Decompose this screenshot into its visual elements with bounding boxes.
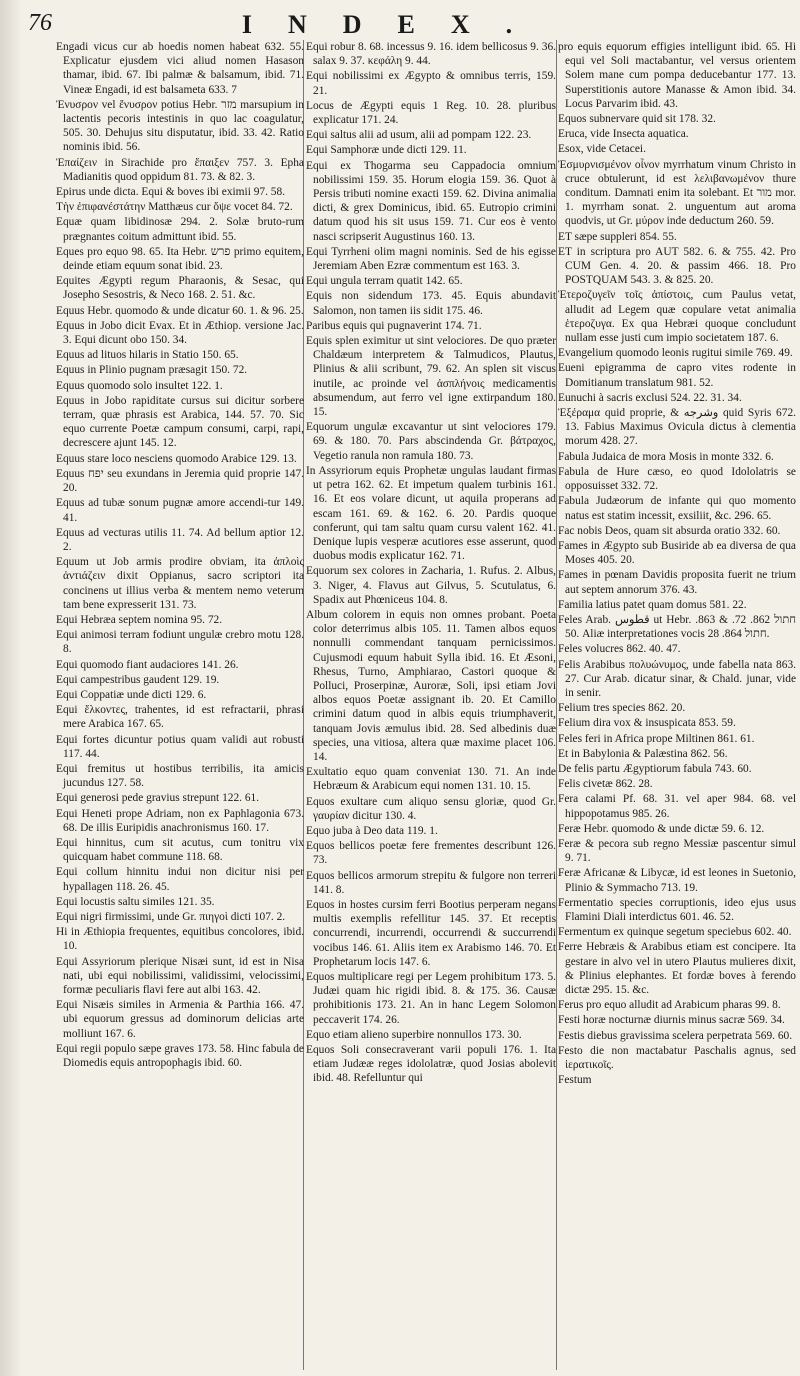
index-entry: Equi Nisæis similes in Armenia & Parthia 166. 47. ubi equorum gressus ad dominorum delicias arte molliunt 167. 6.: [56, 999, 304, 1040]
index-entry: In Assyriorum equis Prophetæ ungulas laudant firmas ut petra 162. 62. Et impetum qualem turbinis 161. 16. Et eos volare dicunt, ut aquila properans ad escam 161. 69. & 162. 6. 20. Pardis quoque conferunt, qui tam saltu quam cursu valent 162. 41. Denique lupis vesperæ acutiores esse asserunt, quod duobus modis explicatur 162. 71.: [306, 464, 556, 563]
column-divider: [556, 40, 557, 1370]
index-entry: Fabula Judæorum de infante qui quo momento natus est statim incessit, exsiliit, &c. 296. 65.: [558, 495, 796, 522]
index-entry: Equos bellicos armorum strepitu & fulgore non terreri 141. 8.: [306, 869, 556, 896]
page-number: 76: [28, 10, 52, 36]
index-entry: Ἐσμυρνισμένον οἶνον myrrhatum vinum Christo in cruce obtulerunt, id est λελιβανωμένον thure conditum. Damnati enim ita solebant. Et מור mor. 1. myrrham sonat. 2. unguentum aut aroma quodvis, ut Gr. μύρον inde deductum 260. 59.: [558, 158, 796, 228]
index-entry: Equus in Plinio pugnam præsagit 150. 72.: [56, 364, 248, 377]
index-entry: Feles volucres 862. 40. 47.: [558, 643, 681, 656]
index-entry: Equi collum hinnitu indui non dicitur nisi per hypallagen 118. 26. 45.: [56, 866, 304, 893]
index-entry: Fabula de Hure cæso, eo quod Idololatris se opposuisset 332. 72.: [558, 465, 796, 493]
index-entry: Feræ Hebr. quomodo & unde dictæ 59. 6. 12.: [558, 822, 765, 835]
index-entry: Equi regii populo sæpe graves 173. 58. Hinc fabula de Diomedis equis antropophagis ibid. 60.: [56, 1042, 304, 1070]
index-entry: Epirus unde dicta. Equi & boves ibi eximii 97. 58.: [56, 186, 286, 199]
index-entry: Equi hinnitus, cum sit acutus, cum tonitru vix quicquam habet commune 118. 68.: [56, 836, 304, 864]
index-entry: pro equis equorum effigies intelligunt ibid. 65. Hi equi vel Soli mactabantur, vel versus orientem Solem mane cum pompa deducebantur 177. 13. Superstitionis autore Manasse & Amon ibid. 34. Locus Parvarim ibid. 43.: [558, 41, 796, 110]
index-entry: Equi Tyrrheni olim magni nominis. Sed de his egisse Jeremiam Aben Ezræ commentum est 163. 3.: [306, 245, 556, 273]
index-entry: Equo juba à Deo data 119. 1.: [306, 824, 438, 837]
index-entry: Equi fortes dicuntur potius quam validi aut robusti 117. 44.: [56, 733, 304, 760]
index-column-middle: [306, 40, 556, 1370]
index-entry: Equos bellicos poetæ fere frementes describunt 126. 73.: [306, 840, 556, 867]
index-entry: Τὴν ἐπιφανέστάτην Matthæus cur ὄψε vocet 84. 72.: [56, 201, 293, 214]
index-entry: Ferre Hebræis & Arabibus etiam est concipere. Ita gestare in alvo vel in utero Plautus mulieres dixit, & Plinius elephantes. Et fordæ boves à ferendo dictæ 295. 15. &c.: [558, 941, 796, 996]
index-entry: Equos multiplicare regi per Legem prohibitum 173. 5. Judæi quam hic rigidi ibid. 8. & 175. 36. Causæ prohibitionis 173. 21. An in hanc Legem Solomon peccaverit 174. 26.: [306, 971, 556, 1026]
index-entry: Equis splen eximitur ut sint velociores. De quo præter Chaldæum interpretem & Talmudicos, Plautus, Plinius & alii scribunt, 79. 62. An splen sit viscus inutile, ac proinde vel ἀσπλήνοις medicamentis absumendum, aut ferro vel igne extirpandum 180. 15.: [306, 335, 556, 419]
index-entry: Festi horæ nocturnæ diurnis minus sacræ 569. 34.: [558, 1014, 785, 1027]
index-entry: Equi generosi pede gravius strepunt 122. 61.: [56, 792, 260, 805]
index-entry: Equi campestribus gaudent 129. 19.: [56, 673, 220, 686]
index-entry: Equi Hebræa septem nomina 95. 72.: [56, 613, 223, 626]
index-entry: Evangelium quomodo leonis rugitui simile 769. 49.: [558, 347, 793, 360]
index-column-right: [558, 40, 796, 1370]
index-entry: Locus de Ægypti equis 1 Reg. 10. 28. pluribus explicatur 171. 24.: [306, 99, 556, 127]
page-header: [0, 10, 800, 40]
index-entry: Eques pro equo 98. 65. Ita Hebr. פרש primo equitem, deinde etiam equum sonat ibid. 23.: [56, 245, 304, 273]
index-entry: Equi locustis saltu similes 121. 35.: [56, 895, 215, 908]
index-entry: Felis civetæ 862. 28.: [558, 778, 653, 791]
index-entry: Equæ quam libidinosæ 294. 2. Solæ bruto-rum prægnantes coitum admittunt ibid. 55.: [56, 216, 304, 243]
index-entry: Esox, vide Cetacei.: [558, 143, 646, 156]
index-entry: De felis partu Ægyptiorum fabula 743. 60.: [558, 762, 752, 775]
index-entry: Equorum sex colores in Zacharia, 1. Rufus. 2. Albus, 3. Niger, 4. Flavus aut Gilvus, 5. Scutulatus, 6. Spadix aut Phœniceus 104. 8.: [306, 565, 556, 606]
page-binding-shadow: [0, 0, 22, 1376]
index-entry: Felis Arabibus πολυώνυμος, unde fabella nata 863. 27. Cur Arab. dicatur sinar, & Chald. junar, vide in senir.: [558, 658, 796, 699]
index-entry: Equos in hostes cursim ferri Bootius perperam negans multis exemplis refellitur 145. 37. Et receptis concurrendi, incurrendi, occurrendi & succurrendi vocibus 146. 61. Aliis item ex Arabismo 146. 70. Et Prophetarum locis 147. 6.: [306, 898, 556, 968]
index-entry: Equi nigri firmissimi, unde Gr. πιηγοὶ dicti 107. 2.: [56, 910, 286, 923]
index-entry: Equum ut Job armis prodire obviam, ita ἀπλοὶς ἀντιάζειν dixit Oppianus, sacro scriptori ita concinens ut illius verba & mentem nemo veterum tam bene expresserit 131. 73.: [56, 556, 304, 611]
index-entry: Festum: [558, 1074, 592, 1087]
index-entry: Ferus pro equo alludit ad Arabicum pharas 99. 8.: [558, 999, 781, 1012]
index-entry: Equos Soli consecraverant varii populi 176. 1. Ita etiam Judææ reges idololatræ, quod Josias abolevit ibid. 48. Refelluntur qui: [306, 1044, 556, 1085]
index-entry: Eueni epigramma de capro vites rodente in Domitianum translatum 981. 52.: [558, 362, 796, 389]
index-entry: Equus in Jobo dicit Evax. Et in Æthiop. versione Jac. 3. Equi dicunt obo 150. 34.: [56, 319, 304, 347]
index-entry: Hi in Æthiopia frequentes, equitibus concolores, ibid. 10.: [56, 926, 304, 953]
index-entry: Equi quomodo fiant audaciores 141. 26.: [56, 658, 239, 671]
index-entry: Equi ungula terram quatit 142. 65.: [306, 275, 463, 288]
index-entry: Equis non sidendum 173. 45. Equis abundavit Salomon, non tamen iis sidit 175. 46.: [306, 290, 556, 317]
index-entry: ET in scriptura pro AUT 582. 6. & 755. 42. Pro CUM Gen. 4. 20. & passim 466. 18. Pro POSTQUAM 543. 3. & 825. 20.: [558, 245, 796, 287]
index-entry: Equi animosi terram fodiunt ungulæ crebro motu 128. 8.: [56, 629, 304, 656]
index-entry: Ἐνυσρον vel ἔνυσρον potius Hebr. מזר marsupium in lactentis pecoris intestinis in quo lac coagulatur, 505. 30. Dehujus situ disputatur, ibid. 33. 42. Ratio nominis ibid. 56.: [56, 98, 304, 154]
index-entry: Equus in Jobo rapiditate cursus sui dicitur sorbere terram, quæ phrasis est Arabica, 144. 57. 70. Sic equo currente Poetæ campum consumi, carpi, rapi, decrescere ajunt 145. 12.: [56, 394, 304, 450]
index-entry: Festis diebus gravissima scelera perpetrata 569. 60.: [558, 1029, 793, 1042]
index-entry: Fames in Ægypto sub Busiride ab ea diversa de qua Moses 405. 20.: [558, 539, 796, 567]
index-entry: Engadi vicus cur ab hoedis nomen habeat 632. 55. Explicatur ejusdem vici aliud nomen Hasason thamar, ibid. 67. Ibi palmæ & balsamum, ibid. 71. Vineæ Engadi, id est balsameta 633. 7: [56, 41, 304, 96]
index-entry: Fermentum ex quinque segetum speciebus 602. 40.: [558, 926, 792, 939]
index-entry: Equus ad lituos hilaris in Statio 150. 65.: [56, 349, 239, 362]
index-entry: Et in Babylonia & Palæstina 862. 56.: [558, 747, 728, 760]
index-entry: Equus ad tubæ sonum pugnæ amore accendi-tur 149. 41.: [56, 497, 304, 524]
index-entry: Equo etiam alieno superbire nonnullos 173. 30.: [306, 1028, 522, 1041]
index-entry: Feles Arab. قطوس ut Hebr. חתול 862. 72. & 863. 50. Aliæ interpretationes vocis חתול 864. 28.: [558, 613, 796, 641]
index-entry: Festo die non mactabatur Paschalis agnus, sed ἱερατικοῖς.: [558, 1044, 796, 1072]
index-entry: Feræ Africanæ & Libycæ, id est leones in Suetonio, Plinio & Symmacho 713. 19.: [558, 867, 796, 894]
index-entry: Equi ἕλκοντες, trahentes, id est refractarii, phrasi mere Arabica 167. 65.: [56, 704, 304, 731]
index-entry: Equi saltus alii ad usum, alii ad pompam 122. 23.: [306, 129, 532, 142]
index-entry: Ἐξέραμα quid proprie, & وشرجه quid Syris 672. 13. Fabius Maximus Ovicula dictus à clementia morum 428. 27.: [558, 407, 796, 448]
index-entry: Equus stare loco nesciens quomodo Arabice 129. 13.: [56, 452, 297, 465]
index-entry: Felium tres species 862. 20.: [558, 702, 686, 715]
index-entry: Eunuchi à sacris exclusi 524. 22. 31. 34.: [558, 391, 742, 404]
index-entry: Equus Hebr. quomodo & unde dicatur 60. 1. & 96. 25.: [56, 304, 304, 317]
index-entry: Equi Assyriorum plerique Nisæi sunt, id est in Nisa nati, ubi equi nobilissimi, validissimi, velocissimi, formæ peculiaris flavi fere aut albi 163. 42.: [56, 955, 304, 996]
index-entry: Feles feri in Africa prope Miltinen 861. 61.: [558, 732, 755, 745]
index-entry: Equi Heneti prope Adriam, non ex Paphlagonia 673. 68. De illis Euripidis anachronismus 160. 17.: [56, 807, 304, 834]
index-entry: Album colorem in equis non omnes probant. Poeta color deterrimus albis 105. 11. Tamen albos equos nonnulli commendant tanquam pernicissimos. Cujusmodi equum habuit Sylla ibid. 16. Et Æsoni, Rhesus, Turno, Amphiarao, Castori quoque & Polluci, Proserpinæ, Auroræ, Soli, ipsi etiam Jovi albos equos Poetæ assignant ib. 20. Et Camillo crimini datum quod in albis equis triumphaverit, tanquam Jovis æmulus ibid. 28. Sed albedinis duæ species, una vitiosa, altera quæ maxime placet 106. 14.: [306, 608, 556, 763]
index-entry: Ἐπαίζειν in Sirachide pro ἔπαιξεν 757. 3. Epha Madianitis quod oppidum 81. 73. & 82. 3.: [56, 156, 304, 183]
index-entry: Equites Ægypti regum Pharaonis, & Sesac, qui Josepho Sesostris, & Neco 168. 2. 51. &c.: [56, 275, 304, 302]
index-entry: Fac nobis Deos, quam sit absurda oratio 332. 60.: [558, 524, 781, 537]
index-entry: Equus ad vecturas utilis 11. 74. Ad bellum aptior 12. 2.: [56, 526, 304, 553]
index-column-left: [56, 40, 304, 1370]
index-entry: Equi robur 8. 68. incessus 9. 16. idem bellicosus 9. 36. salax 9. 37. κεφάλη 9. 44.: [306, 41, 556, 68]
index-entry: Equorum ungulæ excavantur ut sint velociores 179. 69. & 180. 70. Pars abscindenda Gr. βάτραχος, Vegetio ranula non ramula 180. 73.: [306, 421, 556, 462]
index-entry: Equus יפח seu exundans in Jeremia quid proprie 147. 20.: [56, 467, 304, 495]
index-entry: Equi Coppatiæ unde dicti 129. 6.: [56, 688, 207, 701]
index-entry: Equos subnervare quid sit 178. 32.: [558, 113, 716, 126]
index-entry: Equi nobilissimi ex Ægypto & omnibus terris, 159. 21.: [306, 70, 556, 97]
index-entry: ET sæpe suppleri 854. 55.: [558, 230, 677, 243]
index-entry: Fames in pœnam Davidis proposita fuerit ne trium aut septem annorum 376. 43.: [558, 569, 796, 596]
index-entry: Equos exultare cum aliquo sensu gloriæ, quod Gr. γαυρίαν dicitur 130. 4.: [306, 795, 556, 822]
index-entry: Ἑτεροζυγεῖν τοῖς ἀπίστοις, cum Paulus vetat, alludit ad Legem quæ copulare vetat animalia ἑτεροζυγα. Ex qua Hebræi quoque concludunt nullam esse justi cum impio societatem 187. 6.: [558, 289, 796, 345]
index-entry: Fermentatio species corruptionis, ideo ejus usus Flamini Diali interdictus 601. 46. 52.: [558, 896, 796, 923]
index-entry: Exultatio equo quam conveniat 130. 71. An inde Hebræum & Arabicum equi nomen 131. 10. 15.: [306, 766, 556, 793]
index-entry: Fabula Judaica de mora Mosis in monte 332. 6.: [558, 450, 774, 463]
index-entry: Paribus equis qui pugnaverint 174. 71.: [306, 319, 482, 332]
page-title: INDEX.: [241, 10, 549, 39]
index-entry: Fera calami Pf. 68. 31. vel aper 984. 68. vel hippopotamus 985. 26.: [558, 793, 796, 820]
index-entry: Equi ex Thogarma seu Cappadocia omnium nobilissimi 159. 35. Horum elogia 159. 36. Quot à Persis tributi nomine exacti 159. 62. Divina animalia dicti, & grex Dominicus, ibid. 65. Eutropio crimini datum quod his sit usus 159. 71. Cur eos è vento nasci scripserit Augustinus 160. 13.: [306, 159, 556, 243]
index-entry: Equus quomodo solo insultet 122. 1.: [56, 379, 223, 392]
index-entry: Equi fremitus ut hostibus terribilis, ita amicis jucundus 127. 58.: [56, 762, 304, 790]
index-entry: Felium dira vox & insuspicata 853. 59.: [558, 717, 736, 730]
index-entry: Feræ & pecora sub regno Messiæ pascentur simul 9. 71.: [558, 837, 796, 865]
index-entry: Familia latius patet quam domus 581. 22.: [558, 598, 747, 611]
index-entry: Equi Samphoræ unde dicti 129. 11.: [306, 144, 467, 157]
index-entry: Eruca, vide Insecta aquatica.: [558, 128, 689, 141]
